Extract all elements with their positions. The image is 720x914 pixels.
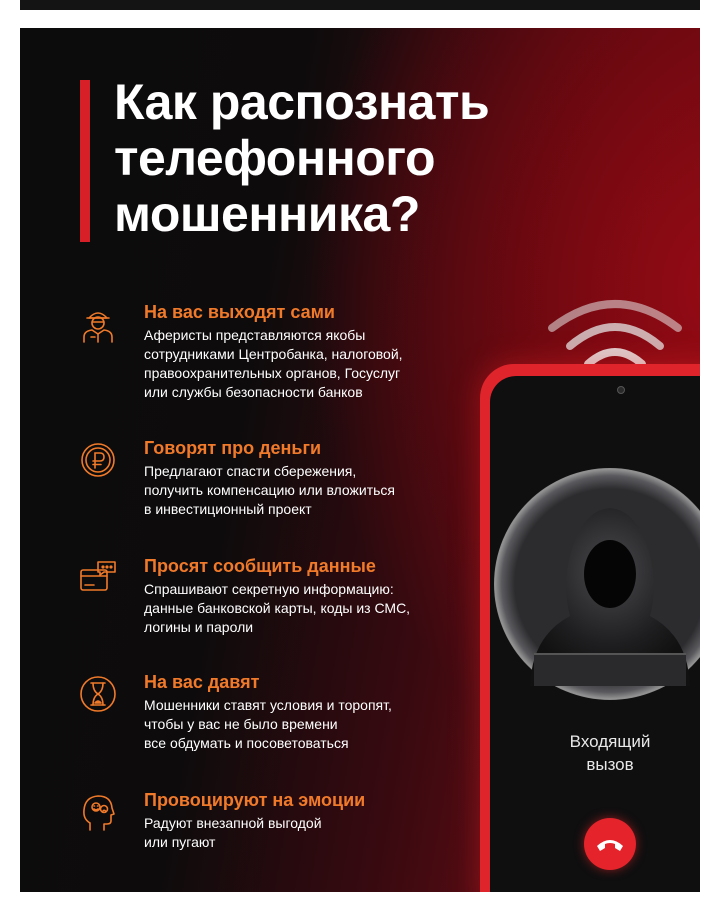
sign-description bbox=[144, 814, 484, 852]
page-bottom bbox=[0, 892, 720, 914]
description-line: Спрашивают секретную информацию: bbox=[144, 581, 394, 597]
description-line: получить компенсацию или вложиться bbox=[144, 482, 395, 498]
hooded-figure-icon bbox=[510, 486, 700, 686]
sign-description bbox=[144, 326, 484, 402]
sign-heading: На вас выходят сами bbox=[144, 302, 335, 322]
fraud-awareness-poster bbox=[20, 28, 700, 892]
sign-description bbox=[144, 580, 484, 637]
previous-card-edge bbox=[20, 0, 700, 10]
description-line: в инвестиционный проект bbox=[144, 501, 312, 517]
hourglass-icon bbox=[78, 674, 118, 714]
sign-description bbox=[144, 462, 484, 519]
description-line: чтобы у вас не было времени bbox=[144, 716, 338, 732]
title-line: Как распознать bbox=[114, 74, 490, 130]
description-line: данные банковской карты, коды из СМС, bbox=[144, 600, 411, 616]
description-line: Мошенники ставят условия и торопят, bbox=[144, 697, 392, 713]
phone-screen bbox=[490, 376, 700, 892]
incoming-call-label bbox=[490, 730, 700, 776]
emotion-head-icon bbox=[78, 792, 118, 832]
signal-waves-icon bbox=[540, 286, 690, 376]
smartphone bbox=[480, 364, 700, 892]
poster-title bbox=[114, 74, 674, 242]
call-label-line: Входящий bbox=[569, 732, 651, 751]
description-line: Аферисты представляются якобы bbox=[144, 327, 366, 343]
sign-heading: Провоцируют на эмоции bbox=[144, 790, 366, 810]
description-line: или службы безопасности банков bbox=[144, 384, 363, 400]
title-line: телефонного bbox=[114, 130, 435, 186]
title-accent-bar bbox=[80, 80, 90, 242]
ruble-coin-icon bbox=[78, 440, 118, 480]
description-line: Радуют внезапной выгодой bbox=[144, 815, 322, 831]
description-line: сотрудниками Центробанка, налоговой, bbox=[144, 346, 403, 362]
sign-description bbox=[144, 696, 484, 753]
card-data-icon bbox=[78, 558, 118, 598]
sign-heading: На вас давят bbox=[144, 672, 260, 692]
sign-heading: Просят сообщить данные bbox=[144, 556, 376, 576]
sign-heading: Говорят про деньги bbox=[144, 438, 322, 458]
title-line: мошенника? bbox=[114, 186, 420, 242]
hang-up-icon bbox=[595, 832, 625, 856]
description-line: Предлагают спасти сбережения, bbox=[144, 463, 357, 479]
description-line: или пугают bbox=[144, 834, 216, 850]
call-label-line: вызов bbox=[586, 755, 634, 774]
description-line: правоохранительных органов, Госуслуг bbox=[144, 365, 401, 381]
description-line: логины и пароли bbox=[144, 619, 254, 635]
fraudster-person-icon bbox=[78, 304, 118, 344]
description-line: все обдумать и посоветоваться bbox=[144, 735, 349, 751]
camera-dot bbox=[617, 386, 625, 394]
hang-up-button[interactable] bbox=[584, 818, 636, 870]
